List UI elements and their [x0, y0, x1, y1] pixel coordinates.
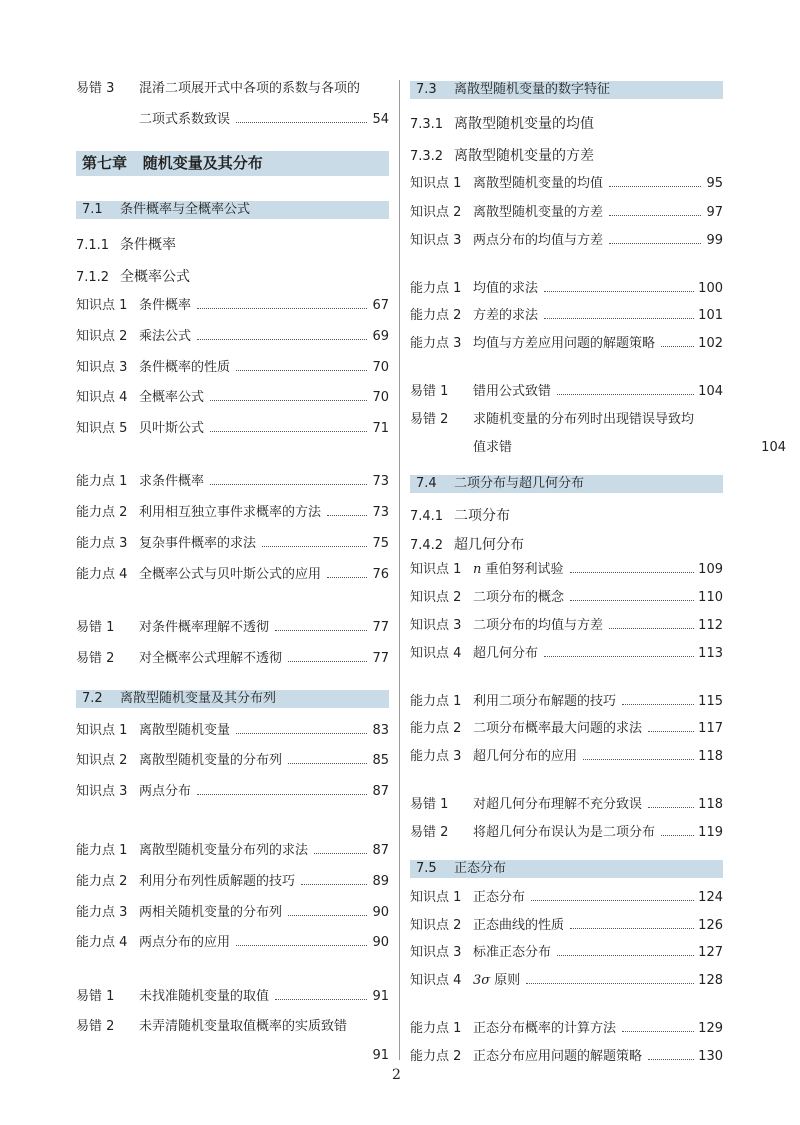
entry-kind: 能力点 2: [410, 1049, 462, 1064]
leader-dots: [288, 915, 367, 916]
toc-entry[interactable]: [410, 176, 723, 192]
entry-page: 101: [698, 308, 723, 323]
subsection-7-1-1[interactable]: [76, 234, 176, 254]
math-variable: 3σ: [473, 973, 491, 988]
toc-entry[interactable]: [410, 384, 723, 400]
entry-kind: 能力点 1: [76, 843, 128, 858]
entry-kind: 易错 1: [410, 797, 449, 812]
entry-title: 全概率公式: [139, 390, 205, 405]
entry-kind: 知识点 2: [410, 590, 462, 605]
entry-page: 100: [698, 281, 723, 296]
leader-dots: [236, 122, 367, 123]
leader-dots: [609, 215, 701, 216]
toc-entry[interactable]: [76, 784, 389, 800]
toc-entry[interactable]: [410, 797, 723, 813]
subsection-7-4-2[interactable]: [410, 534, 524, 554]
toc-entry[interactable]: [410, 562, 723, 578]
entry-kind: 知识点 3: [410, 945, 462, 960]
entry-title: 离散型随机变量分布列的求法: [139, 843, 309, 858]
entry-title: 条件概率: [139, 298, 192, 313]
entry-kind: 能力点 1: [76, 474, 128, 489]
entry-title: 方差的求法: [473, 308, 539, 323]
toc-entry[interactable]: [410, 721, 723, 737]
subsection-title: 离散型随机变量的方差: [454, 148, 594, 164]
toc-entry[interactable]: [76, 390, 389, 406]
entry-kind: 知识点 4: [410, 973, 462, 988]
leader-dots: [210, 431, 367, 432]
entry-kind: 能力点 4: [76, 567, 128, 582]
chapter-label: 第七章: [82, 154, 128, 172]
leader-dots: [197, 339, 367, 340]
entry-title: 未找准随机变量的取值: [139, 989, 270, 1004]
entry-kind: 知识点 2: [410, 918, 462, 933]
leader-dots: [661, 346, 694, 347]
entry-kind: 知识点 1: [410, 890, 462, 905]
chapter-heading[interactable]: [76, 151, 389, 176]
entry-kind: 知识点 1: [76, 723, 128, 738]
section-heading-7-1[interactable]: [76, 201, 389, 219]
entry-kind: 能力点 1: [410, 1021, 462, 1036]
section-heading-7-5[interactable]: [410, 860, 723, 878]
entry-kind: 易错 2: [76, 1019, 115, 1034]
toc-entry[interactable]: [76, 989, 389, 1005]
entry-title: 正态分布概率的计算方法: [473, 1021, 617, 1036]
entry-title: 利用分布列性质解题的技巧: [139, 874, 296, 889]
leader-dots: [327, 577, 367, 578]
entry-kind: 知识点 3: [76, 784, 128, 799]
toc-entry-continued[interactable]: [76, 1048, 389, 1064]
entry-kind: 知识点 3: [76, 360, 128, 375]
entry-title: 求随机变量的分布列时出现错误导致均: [473, 412, 695, 427]
entry-page: 87: [372, 843, 389, 858]
entry-page: 104: [698, 384, 723, 399]
entry-title: 错用公式致错: [473, 384, 552, 399]
toc-entry[interactable]: [76, 723, 389, 739]
leader-dots: [557, 955, 694, 956]
entry-title: 均值与方差应用问题的解题策略: [473, 336, 656, 351]
entry-title: 正态曲线的性质: [473, 918, 565, 933]
entry-kind: 知识点 4: [410, 646, 462, 661]
entry-page: 124: [698, 890, 723, 905]
entry-page: 85: [372, 753, 389, 768]
entry-page: 75: [372, 536, 389, 551]
entry-page: 70: [372, 360, 389, 375]
entry-kind: 知识点 2: [76, 753, 128, 768]
entry-page: 115: [698, 694, 723, 709]
column-divider: [399, 80, 400, 1060]
toc-entry[interactable]: [410, 590, 723, 606]
section-title: 离散型随机变量及其分布列: [120, 691, 277, 706]
subsection-number: 7.1.1: [76, 238, 110, 253]
section-title: 正态分布: [454, 861, 507, 876]
subsection-number: 7.3.1: [410, 117, 444, 132]
entry-kind: 易错 2: [410, 825, 449, 840]
entry-title: 二项分布的均值与方差: [473, 618, 604, 633]
entry-page: 87: [372, 784, 389, 799]
toc-entry[interactable]: [76, 567, 389, 583]
entry-kind: 知识点 4: [76, 390, 128, 405]
leader-dots: [622, 704, 694, 705]
leader-dots: [236, 733, 367, 734]
entry-title: 全概率公式与贝叶斯公式的应用: [139, 567, 322, 582]
section-number: 7.4: [416, 476, 437, 491]
toc-entry[interactable]: [76, 874, 389, 890]
toc-entry[interactable]: [410, 694, 723, 710]
entry-title: 乘法公式: [139, 329, 192, 344]
entry-page: 118: [698, 749, 723, 764]
toc-entry[interactable]: [76, 843, 389, 859]
toc-entry[interactable]: [76, 505, 389, 521]
entry-page: 77: [372, 620, 389, 635]
leader-dots: [609, 243, 701, 244]
entry-title: 利用相互独立事件求概率的方法: [139, 505, 322, 520]
leader-dots: [236, 945, 367, 946]
leader-dots: [648, 807, 694, 808]
entry-kind: 知识点 5: [76, 421, 128, 436]
entry-page: 130: [698, 1049, 723, 1064]
entry-page: 104: [761, 440, 786, 455]
subsection-number: 7.4.2: [410, 538, 444, 553]
entry-page: 54: [372, 112, 389, 127]
entry-title: 超几何分布的应用: [473, 749, 578, 764]
leader-dots: [544, 291, 694, 292]
leader-dots: [275, 630, 367, 631]
entry-page: 128: [698, 973, 723, 988]
entry-page: 102: [698, 336, 723, 351]
toc-entry[interactable]: [76, 1019, 389, 1035]
toc-entry[interactable]: [410, 205, 723, 221]
entry-title: 两点分布的均值与方差: [473, 233, 604, 248]
entry-title: 贝叶斯公式: [139, 421, 205, 436]
toc-entry[interactable]: [76, 935, 389, 951]
leader-dots: [583, 759, 694, 760]
toc-entry-continued[interactable]: [76, 112, 389, 128]
entry-kind: 易错 2: [76, 651, 115, 666]
entry-page: 69: [372, 329, 389, 344]
entry-title: 离散型随机变量: [139, 723, 231, 738]
entry-title: 二项分布的概念: [473, 590, 565, 605]
subsection-title: 超几何分布: [454, 537, 524, 553]
subsection-number: 7.1.2: [76, 270, 110, 285]
section-title: 二项分布与超几何分布: [454, 476, 585, 491]
entry-title: 两相关随机变量的分布列: [139, 905, 283, 920]
entry-page: 109: [698, 562, 723, 577]
subsection-7-4-1[interactable]: [410, 505, 510, 525]
entry-page: 95: [706, 176, 723, 191]
subsection-7-3-2[interactable]: [410, 145, 594, 165]
entry-kind: 能力点 2: [410, 308, 462, 323]
section-heading-7-3[interactable]: [410, 81, 723, 99]
entry-kind: 能力点 1: [410, 281, 462, 296]
leader-dots: [531, 900, 694, 901]
entry-kind: 知识点 1: [410, 176, 462, 191]
entry-kind: 能力点 3: [76, 905, 128, 920]
entry-kind: 知识点 1: [410, 562, 462, 577]
toc-entry[interactable]: [76, 536, 389, 552]
entry-page: 71: [372, 421, 389, 436]
toc-entry[interactable]: [410, 233, 723, 249]
leader-dots: [570, 928, 694, 929]
entry-page: 76: [372, 567, 389, 582]
entry-title: 离散型随机变量的方差: [473, 205, 604, 220]
section-title: 离散型随机变量的数字特征: [454, 82, 611, 97]
entry-kind: 能力点 2: [410, 721, 462, 736]
toc-entry[interactable]: [410, 918, 723, 934]
toc-entry[interactable]: [76, 620, 389, 636]
entry-kind: 能力点 4: [76, 935, 128, 950]
entry-title: 利用二项分布解题的技巧: [473, 694, 617, 709]
entry-page: 73: [372, 474, 389, 489]
leader-dots: [622, 1031, 694, 1032]
section-number: 7.5: [416, 861, 437, 876]
toc-entry[interactable]: [410, 945, 723, 961]
entry-title: 离散型随机变量的均值: [473, 176, 604, 191]
leader-dots: [210, 484, 367, 485]
entry-page: 112: [698, 618, 723, 633]
math-variable: n: [473, 562, 482, 577]
entry-page: 126: [698, 918, 723, 933]
leader-dots: [609, 186, 701, 187]
leader-dots: [648, 731, 694, 732]
toc-entry[interactable]: [410, 825, 723, 841]
entry-page: 90: [372, 935, 389, 950]
entry-title-text: 重伯努利试验: [485, 562, 564, 577]
leader-dots: [570, 600, 694, 601]
entry-title-text: 原则: [494, 973, 521, 988]
toc-entry[interactable]: [410, 646, 723, 662]
entry-title: 对全概率公式理解不透彻: [139, 651, 283, 666]
toc-entry[interactable]: [410, 412, 723, 428]
subsection-number: 7.3.2: [410, 149, 444, 164]
entry-title: [473, 562, 564, 578]
leader-dots: [262, 546, 367, 547]
toc-entry[interactable]: [410, 618, 723, 634]
entry-title: 混淆二项展开式中各项的系数与各项的: [139, 81, 361, 96]
toc-entry[interactable]: [410, 336, 723, 352]
entry-kind: 能力点 3: [410, 749, 462, 764]
entry-page: 127: [698, 945, 723, 960]
toc-entry[interactable]: [410, 1049, 723, 1065]
leader-dots: [557, 394, 694, 395]
entry-title: 离散型随机变量的分布列: [139, 753, 283, 768]
page-number: 2: [392, 1067, 401, 1083]
entry-page: 91: [372, 1048, 389, 1063]
leader-dots: [327, 515, 367, 516]
entry-kind: 知识点 3: [410, 233, 462, 248]
entry-kind: 能力点 2: [76, 874, 128, 889]
entry-kind: 知识点 3: [410, 618, 462, 633]
entry-page: 73: [372, 505, 389, 520]
entry-title: 对条件概率理解不透彻: [139, 620, 270, 635]
leader-dots: [210, 400, 367, 401]
toc-entry[interactable]: [76, 651, 389, 667]
toc-entry[interactable]: [76, 753, 389, 769]
leader-dots: [648, 1059, 694, 1060]
entry-page: 83: [372, 723, 389, 738]
section-heading-7-2[interactable]: [76, 690, 389, 708]
toc-entry[interactable]: [76, 329, 389, 345]
subsection-title: 离散型随机变量的均值: [454, 116, 594, 132]
entry-title: 复杂事件概率的求法: [139, 536, 257, 551]
entry-page: 117: [698, 721, 723, 736]
subsection-title: 条件概率: [120, 237, 176, 253]
entry-title: 对超几何分布理解不充分致误: [473, 797, 643, 812]
entry-title: 将超几何分布误认为是二项分布: [473, 825, 656, 840]
entry-kind: 易错 1: [410, 384, 449, 399]
entry-title: 正态分布: [473, 890, 526, 905]
entry-page: 89: [372, 874, 389, 889]
toc-entry[interactable]: [76, 360, 389, 376]
entry-page: 97: [706, 205, 723, 220]
subsection-7-3-1[interactable]: [410, 113, 594, 133]
entry-page: 90: [372, 905, 389, 920]
leader-dots: [609, 628, 694, 629]
entry-page: 118: [698, 797, 723, 812]
leader-dots: [526, 983, 694, 984]
entry-title: 均值的求法: [473, 281, 539, 296]
entry-page: 91: [372, 989, 389, 1004]
toc-entry[interactable]: [410, 281, 723, 297]
toc-entry[interactable]: [76, 298, 389, 314]
toc-entry[interactable]: [410, 973, 723, 989]
leader-dots: [288, 763, 367, 764]
leader-dots: [314, 853, 367, 854]
entry-page: 119: [698, 825, 723, 840]
entry-kind: 易错 1: [76, 989, 115, 1004]
subsection-number: 7.4.1: [410, 509, 444, 524]
entry-title: 正态分布应用问题的解题策略: [473, 1049, 643, 1064]
entry-title: 两点分布: [139, 784, 192, 799]
leader-dots: [544, 656, 694, 657]
entry-kind: 易错 2: [410, 412, 449, 427]
subsection-7-1-2[interactable]: [76, 266, 190, 286]
section-number: 7.1: [82, 202, 103, 217]
entry-page: 113: [698, 646, 723, 661]
leader-dots: [275, 999, 367, 1000]
entry-kind: 能力点 2: [76, 505, 128, 520]
entry-kind: 能力点 3: [76, 536, 128, 551]
entry-kind: 易错 3: [76, 81, 115, 96]
entry-title: 二项式系数致误: [139, 112, 231, 127]
subsection-title: 二项分布: [454, 508, 510, 524]
entry-title: 条件概率的性质: [139, 360, 231, 375]
entry-kind: 易错 1: [76, 620, 115, 635]
toc-entry[interactable]: [76, 81, 389, 97]
section-number: 7.2: [82, 691, 103, 706]
toc-entry[interactable]: [410, 308, 723, 324]
section-title: 条件概率与全概率公式: [120, 202, 251, 217]
entry-title: 二项分布概率最大问题的求法: [473, 721, 643, 736]
entry-kind: 能力点 1: [410, 694, 462, 709]
toc-entry[interactable]: [410, 1021, 723, 1037]
entry-page: 70: [372, 390, 389, 405]
leader-dots: [288, 661, 367, 662]
toc-entry[interactable]: [76, 474, 389, 490]
entry-kind: 知识点 2: [410, 205, 462, 220]
section-number: 7.3: [416, 82, 437, 97]
toc-entry[interactable]: [76, 905, 389, 921]
entry-page: 77: [372, 651, 389, 666]
entry-page: 129: [698, 1021, 723, 1036]
entry-title: 超几何分布: [473, 646, 539, 661]
leader-dots: [570, 572, 695, 573]
toc-entry[interactable]: [410, 890, 723, 906]
entry-page: 99: [706, 233, 723, 248]
leader-dots: [197, 308, 367, 309]
entry-page: 67: [372, 298, 389, 313]
entry-title: 求条件概率: [139, 474, 205, 489]
entry-kind: 知识点 1: [76, 298, 128, 313]
leader-dots: [544, 318, 694, 319]
entry-title: 两点分布的应用: [139, 935, 231, 950]
entry-title: 未弄清随机变量取值概率的实质致错: [139, 1019, 348, 1034]
entry-title: 值求错: [473, 440, 513, 455]
leader-dots: [661, 835, 694, 836]
toc-entry-continued[interactable]: [410, 440, 786, 456]
subsection-title: 全概率公式: [120, 269, 190, 285]
toc-entry[interactable]: [76, 421, 389, 437]
leader-dots: [236, 370, 367, 371]
entry-kind: 能力点 3: [410, 336, 462, 351]
entry-kind: 知识点 2: [76, 329, 128, 344]
toc-entry[interactable]: [410, 749, 723, 765]
chapter-title: 随机变量及其分布: [142, 154, 263, 172]
entry-page: 110: [698, 590, 723, 605]
leader-dots: [197, 794, 367, 795]
entry-title: 标准正态分布: [473, 945, 552, 960]
leader-dots: [301, 884, 367, 885]
entry-title: [473, 973, 520, 989]
section-heading-7-4[interactable]: [410, 475, 723, 493]
